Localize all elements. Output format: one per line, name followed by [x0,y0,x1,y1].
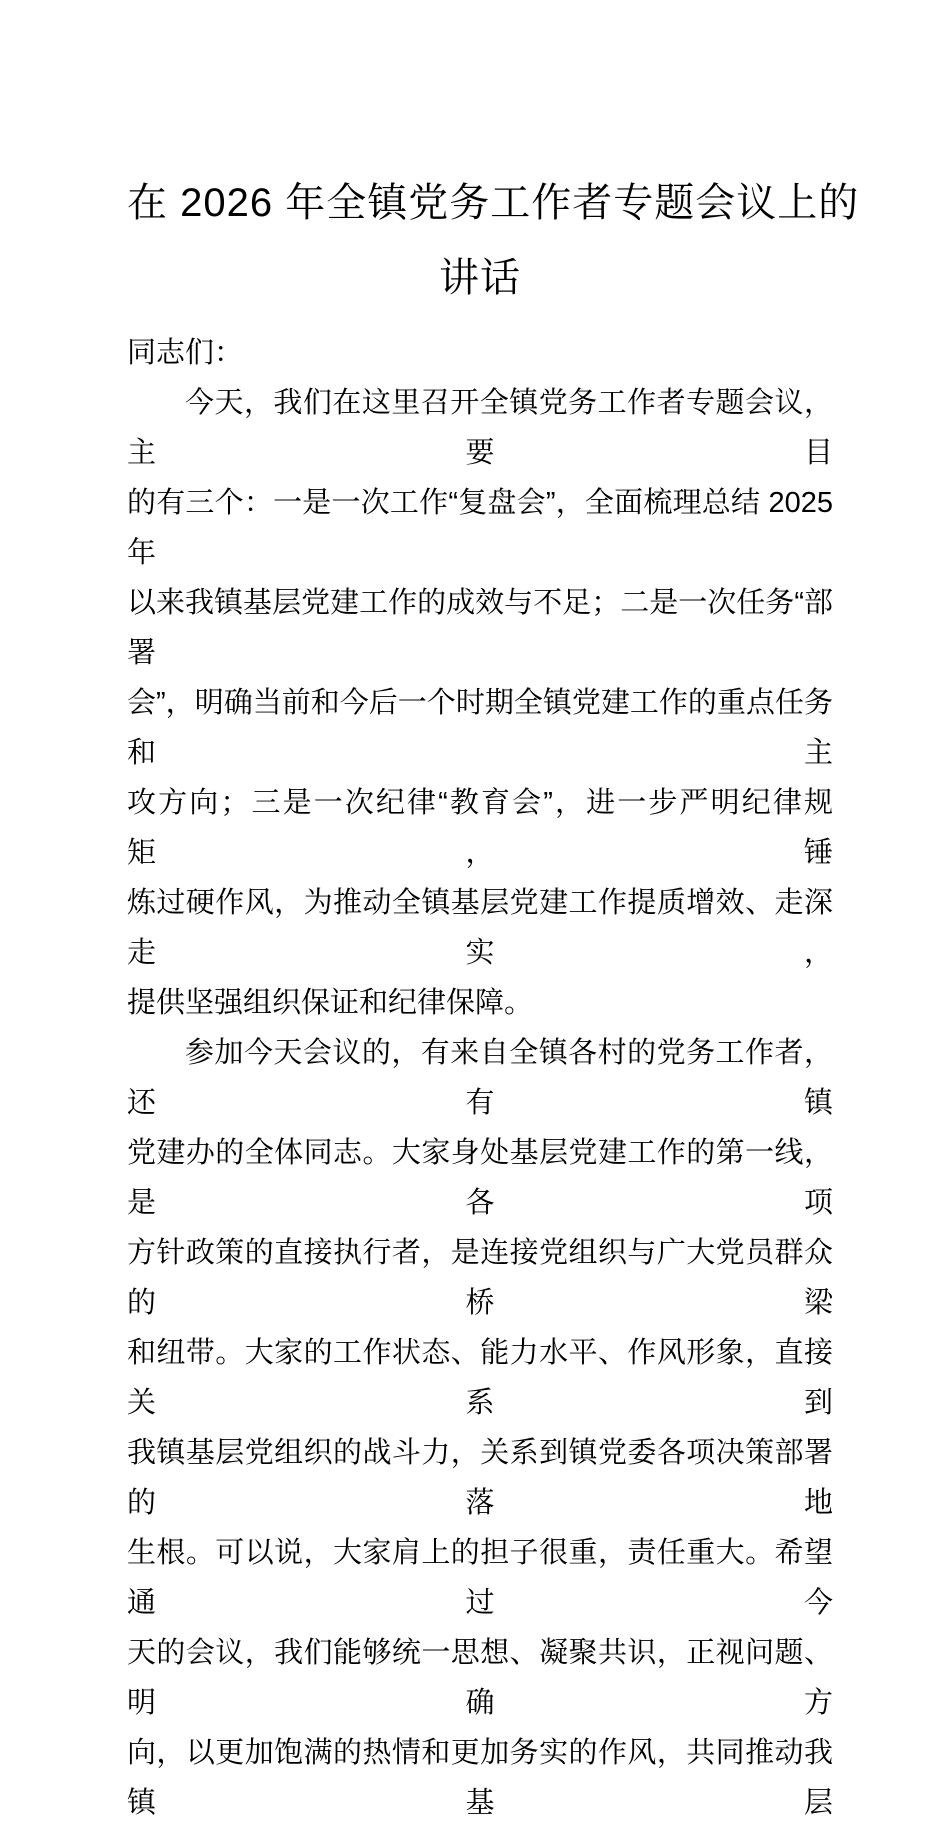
body-line: 以来我镇基层党建工作的成效与不足；二是一次任务“部署 [127,587,833,669]
body-line: 炼过硬作风，为推动全镇基层党建工作提质增效、走深走实， [127,887,833,969]
salutation: 同志们： [127,337,244,369]
title-line-2: 讲话 [439,256,521,300]
document-body [127,328,833,1828]
body-line: 和纽带。大家的工作状态、能力水平、作风形象，直接关系到 [127,1337,833,1419]
body-line: 提供坚强组织保证和纪律保障。 [127,987,534,1019]
body-line: 生根。可以说，大家肩上的担子很重，责任重大。希望通过今 [127,1537,833,1619]
paragraph-1 [127,378,833,1028]
title-line-1: 在 2026 年全镇党务工作者专题会议上的 [127,181,860,225]
body-line: 的有三个：一是一次工作“复盘会”，全面梳理总结 2025 年 [127,487,833,569]
document-content [127,166,860,1828]
body-line: 参加今天会议的，有来自全镇各村的党务工作者，还有镇 [127,1037,833,1119]
body-line: 向，以更加饱满的热情和更加务实的作风，共同推动我镇基层 [127,1737,833,1819]
body-line: 党建办的全体同志。大家身处基层党建工作的第一线，是各项 [127,1137,833,1219]
paragraph-2 [127,1028,833,1828]
body-line: 今天，我们在这里召开全镇党务工作者专题会议，主要目 [127,387,833,469]
document-title [127,166,860,316]
body-line: 天的会议，我们能够统一思想、凝聚共识，正视问题、明确方 [127,1637,833,1719]
body-line: 方针政策的直接执行者，是连接党组织与广大党员群众的桥梁 [127,1237,833,1319]
body-line: 会”，明确当前和今后一个时期全镇党建工作的重点任务和主 [127,687,833,769]
body-line: 我镇基层党组织的战斗力，关系到镇党委各项决策部署的落地 [127,1437,833,1519]
body-line: 攻方向；三是一次纪律“教育会”，进一步严明纪律规矩，锤 [127,787,833,869]
